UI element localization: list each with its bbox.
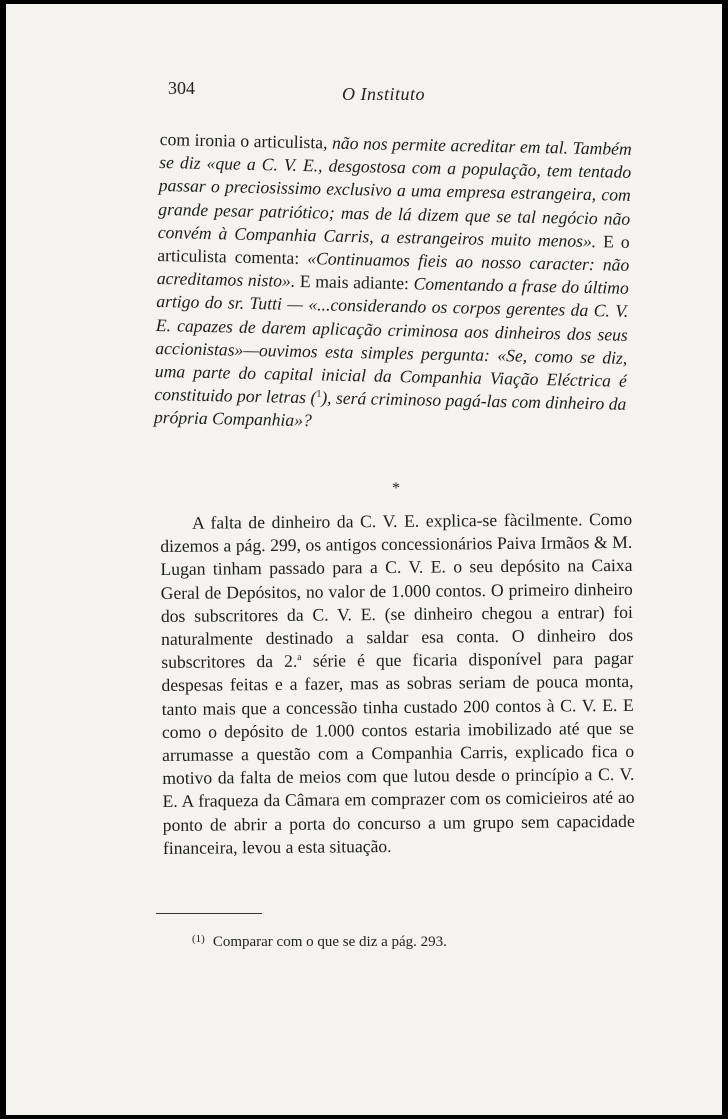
paragraph-main [160, 508, 635, 860]
page-number: 304 [168, 78, 195, 98]
footnote-marker: (1) [192, 933, 205, 945]
running-title: O Instituto [342, 84, 426, 104]
ordinal-superscript: a [297, 652, 302, 664]
footnote-text: Comparar com o que se diz a pág. 293. [212, 934, 447, 950]
footnote-reference: 1 [316, 388, 322, 400]
paragraph-italic-quote [154, 128, 632, 439]
paragraph-1-body [154, 128, 632, 439]
p1-text-1: com ironia o articulista, [159, 128, 333, 153]
p1-italic-1: não nos permite acreditar em tal. Também se diz «que a C. V. E., desgostosa com a população, tem tentado passar o preciosissimo exclusivo a uma empresa estrangeira, com grande pesar patriótico; mas de lá dizem que se tal negócio não convém à Companhia Carris, a estrangeiros muito menos». [157, 132, 632, 251]
footnote-divider [156, 913, 262, 914]
page-header [6, 72, 722, 102]
p1-text-2: E o articulista comenta: [157, 230, 630, 269]
section-separator: * [392, 480, 400, 497]
paragraph-2-body [160, 508, 635, 860]
p2-text-2: série é que ficaria disponível para pagar despesas feitas e a fazer, mas as sobras seriam de pouca monta, tanto mais que a concessão tinha custado 200 contos à C. V. E. E como o depósito de 1.000 contos estaria imobilizado até que se arrumasse a questão com a Companhia Carris, explicado fica o motivo da falta de meios com que lutou desde o princípio a C. V. E. A fraqueza da Câmara em comprazer com os comicieiros até ao ponto de abrir a porta do concurso a um grupo sem capacidade financeira, levou a esta situação. [161, 648, 635, 858]
p1-italic-4: ), será criminoso pagá-las com dinheiro da própria Companhia»? [153, 387, 627, 431]
p1-italic-2: «Continuamos fieis ao nosso caracter: não acreditamos nisto». [156, 248, 630, 292]
footnote [192, 933, 447, 951]
p2-text-1: A falta de dinheiro da C. V. E. explica-se fàcilmente. Como dizemos a pág. 299, os antigos concessionários Paiva Irmãos & M. Lugan tinham passado para a C. V. E. o seu depósito na Caixa Geral de Depósitos, no valor de 1.000 contos. O primeiro dinheiro dos subscritores da C. V. E. (se dinheiro chegou a entrar) foi naturalmente destinado a saldar esa conta. O dinheiro dos subscritores da 2. [160, 508, 634, 673]
book-page [6, 4, 722, 1115]
p1-text-3: E mais adiante: [295, 271, 414, 294]
p1-italic-3: Comentando a frase do último artigo do sr. Tutti — «...considerando os corpos gerentes da C. V. E. capazes de darem aplicação criminosa aos dinheiros dos seus accionistas»—ouvimos esta simples pergunta: «Se, como se diz, uma parte do capital inicial da Companhia Viação Eléctrica é constituido por letras ( [154, 273, 629, 408]
